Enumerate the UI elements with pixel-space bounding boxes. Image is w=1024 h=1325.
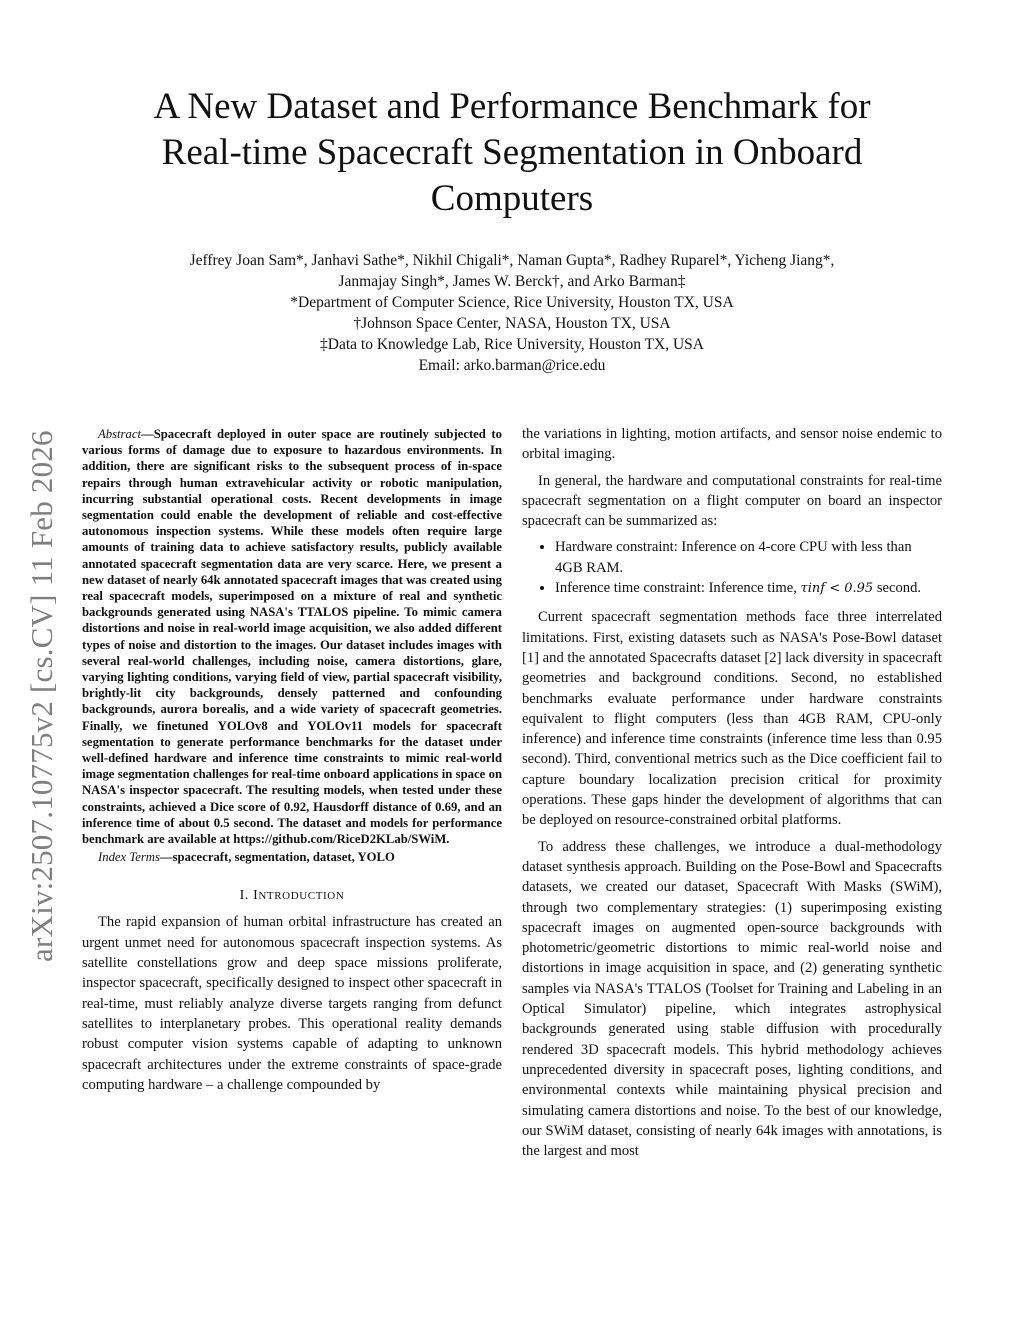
abstract-label: Abstract	[98, 427, 141, 441]
author-block	[90, 250, 934, 376]
list-item-inference-time	[555, 578, 942, 599]
affiliation-3: ‡Data to Knowledge Lab, Rice University, Houston TX, USA	[320, 336, 704, 353]
affiliation-1: *Department of Computer Science, Rice University, Houston TX, USA	[290, 294, 734, 311]
list-item-hardware: • Hardware constraint: Inference on 4-core CPU with less than 4GB RAM.	[555, 537, 942, 578]
title-line-3: Computers	[430, 178, 594, 219]
constraints-intro-paragraph: In general, the hardware and computational constraints for real-time spacecraft segmentation on a flight computer on board an inspector spacecraft can be summarized as:	[522, 472, 942, 530]
right-column	[522, 424, 942, 1161]
inference-text: Inference time constraint: Inference time,	[555, 580, 801, 597]
inference-unit: second.	[873, 580, 922, 597]
section-first-letter: I	[253, 888, 259, 904]
arxiv-stamp: arXiv:2507.10775v2 [cs.CV] 11 Feb 2026	[24, 430, 59, 962]
title-line-1: A New Dataset and Performance Benchmark for	[153, 86, 871, 127]
left-column	[82, 426, 502, 1095]
intro-paragraph-1: The rapid expansion of human orbital infrastructure has created an urgent unmet need for autonomous spacecraft inspection systems. As satellite constellations grow and deep space missions proliferate, inspector spacecraft, specifically designed to inspect other spacecraft in real-time, must reliably analyze diverse targets ranging from defunct satellites to interplanetary probes. This operational reality demands robust computer vision systems capable of adapting to unknown spacecraft architectures under the extreme constraints of space-grade computing hardware – a challenge compounded by	[82, 914, 502, 1093]
title-line-2: Real-time Spacecraft Segmentation in Onboard	[161, 132, 863, 173]
paper-title	[60, 84, 964, 222]
section-rest: NTRODUCTION	[258, 890, 345, 903]
author-line-2: Janmajay Singh*, James W. Berck†, and Arko Barman‡	[338, 273, 686, 290]
affiliation-2: †Johnson Space Center, NASA, Houston TX, USA	[353, 315, 671, 332]
index-terms-label: Index Terms	[98, 850, 160, 865]
limitations-paragraph: Current spacecraft segmentation methods face three interrelated limitations. First, existing datasets such as NASA's Pose-Bowl dataset [1] and the annotated Spacecrafts dataset [2] lack diversity in spacecraft geometries and background conditions. Second, no established benchmarks evaluate performance under hardware constraints equivalent to flight computers (less than 4GB RAM, CPU-only inference) and inference time constraints (inference time less than 0.95 second). Third, conventional metrics such as the Dice coefficient fail to capture boundary localization precision critical for proximity operations. These gaps hinder the development of algorithms that can be deployed on resource-constrained orbital platforms.	[522, 609, 942, 829]
inference-math: τinf < 0.95	[800, 581, 874, 597]
continued-paragraph: the variations in lighting, motion artifacts, and sensor noise endemic to orbital imaging.	[522, 426, 942, 463]
abstract	[82, 426, 502, 847]
approach-paragraph: To address these challenges, we introduce a dual-methodology dataset synthesis approach. Building on the Pose-Bowl and Spacecrafts datasets, we created our dataset, Spacecraft With Masks (SWiM), through two complementary strategies: (1) superimposing existing spacecraft images on augmented open-source backgrounds with photometric/geometric distortions to mimic real-world noise and distortions in image acquisition in space, and (2) generating synthetic samples via NASA's TTALOS (Toolset for Training and Labeling in an Optical Simulator) pipeline, which integrates astrophysical backgrounds generated using stable diffusion with procedurally rendered 3D spacecraft models. This hybrid methodology achieves unprecedented diversity in spacecraft poses, lighting conditions, and environmental contexts while maintaining physical precision and simulating camera distortions and noise. To the best of our knowledge, our SWiM dataset, consisting of nearly 64k images with annotations, is the largest and most	[522, 838, 942, 1160]
contact-email: Email: arko.barman@rice.edu	[418, 357, 606, 374]
author-line-1: Jeffrey Joan Sam*, Janhavi Sathe*, Nikhil Chigali*, Naman Gupta*, Radhey Ruparel*, Yicheng Jiang*,	[189, 252, 835, 269]
index-terms-text: —spacecraft, segmentation, dataset, YOLO	[159, 850, 395, 865]
index-terms	[82, 849, 502, 865]
section-heading-introduction	[82, 888, 502, 904]
constraints-list	[522, 537, 942, 599]
abstract-text: —Spacecraft deployed in outer space are routinely subjected to various forms of damage due to exposure to hazardous environments. In addition, there are significant risks to the subsequent process of in-space repairs through human extravehicular activity or robotic manipulation, incurring substantial operational costs. Recent developments in image segmentation could enable the development of reliable and cost-effective autonomous inspection systems. While these models often require large amounts of training data to achieve satisfactory results, publicly available annotated spacecraft segmentation data are very scarce. Here, we present a new dataset of nearly 64k annotated spacecraft images that was created using real spacecraft models, superimposed on a mixture of real and synthetic backgrounds generated using NASA's TTALOS pipeline. To mimic camera distortions and noise in real-world image acquisition, we also added different types of noise and distortion to the images. Our dataset includes images with several real-world challenges, including noise, camera distortions, glare, varying lighting conditions, varying field of view, partial spacecraft visibility, brightly-lit city backgrounds, densely patterned and confounding backgrounds, aurora borealis, and a wide variety of spacecraft geometries. Finally, we finetuned YOLOv8 and YOLOv11 models for spacecraft segmentation to generate performance benchmarks for the dataset under well-defined hardware and inference time constraints to mimic real-world image segmentation challenges for real-time onboard applications in space on NASA's inspector spacecraft. The resulting models, when tested under these constraints, achieved a Dice score of 0.92, Hausdorff distance of 0.69, and an inference time of about 0.5 second. The dataset and models for performance benchmark are available at https://github.com/RiceD2KLab/SWiM.	[82, 427, 502, 847]
section-numeral: I.	[239, 888, 249, 904]
